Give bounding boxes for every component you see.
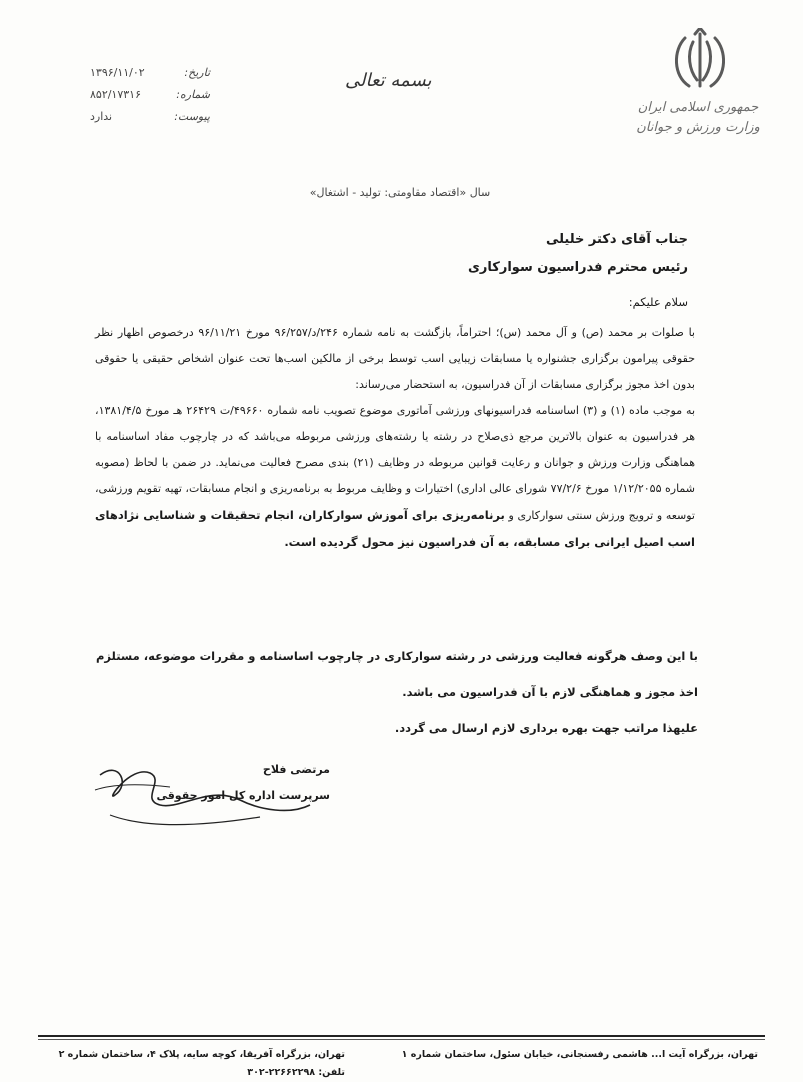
- salutation: سلام علیکم:: [628, 295, 688, 309]
- ministry-logo-text: [633, 98, 763, 138]
- paragraph-1: با صلوات بر محمد (ص) و آل محمد (س)؛ احتراماً، بازگشت به نامه شماره ۲۴۶/د/۹۶/۲۵۷ مورخ ۹۶/۱۱/۲۱ درخصوص اظهار نظر حقوقی پیرامون برگزاری جشنواره یا مسابقات زیبایی اسب توسط برخی از مالکین اسب‌ها تحت عنوان اشخاص حقیقی یا حقوقی بدون اخذ مجوز برگزاری مسابقات از آن فدراسیون، به استحضار می‌رساند:: [95, 326, 695, 391]
- attachment-value: ندارد: [90, 110, 113, 123]
- date-row: [90, 62, 210, 84]
- letter-conclusion: [88, 638, 698, 746]
- ministry-line-1: جمهوری اسلامی ایران: [637, 100, 759, 115]
- footer-phone: تلفن: ۲۲۶۶۲۲۹۸-۳۰۲: [247, 1067, 345, 1078]
- attachment-row: [90, 106, 210, 128]
- attachment-label: پیوست:: [174, 110, 210, 123]
- letter-meta: [90, 62, 210, 128]
- date-label: تاریخ:: [184, 66, 210, 79]
- signer-title: سرپرست اداره کل امور حقوقی: [156, 789, 330, 802]
- paragraph-4: علیهذا مراتب جهت بهره برداری لازم ارسال می گردد.: [394, 721, 698, 735]
- date-value: ۱۳۹۶/۱۱/۰۲: [90, 66, 145, 79]
- number-label: شماره:: [176, 88, 210, 101]
- addressee-name: جناب آقای دکتر خلیلی: [545, 232, 688, 247]
- footer-address-left-line: تهران، بزرگراه آفریقا، کوچه سایه، پلاک ۴، ساختمان شماره ۲: [58, 1049, 345, 1060]
- addressee-block: [358, 226, 688, 282]
- bismillah-heading: بسمه تعالی: [345, 70, 432, 91]
- year-slogan: سال «اقتصاد مقاومتی: تولید - اشتغال»: [309, 186, 491, 199]
- number-value: ۸۵۲/۱۷۳۱۶: [90, 88, 141, 101]
- signer-name: مرتضی فلاح: [262, 763, 330, 776]
- ministry-line-2: وزارت ورزش و جوانان: [636, 120, 760, 135]
- footer-rule: [38, 1035, 765, 1037]
- paragraph-3: با این وصف هرگونه فعالیت ورزشی در رشته سوارکاری در چارچوب اساسنامه و مقررات موضوعه، مستلزم اخذ مجوز و هماهنگی لازم با آن فدراسیون می باشد.: [95, 649, 698, 699]
- footer-address-right: تهران، بزرگراه آیت ا... هاشمی رفسنجانی، خیابان سئول، ساختمان شماره ۱: [401, 1049, 758, 1060]
- paragraph-2-bold: برنامه‌ریزی برای آموزش سوارکاران، انجام تحقیقات و شناسایی نژادهای اسب اصیل ایرانی برای مسابقه، به آن فدراسیون نیز محول گردیده است.: [95, 508, 695, 549]
- paragraph-2: [95, 398, 695, 556]
- signature-block: [90, 755, 330, 835]
- paragraph-2-text: به موجب ماده (۱) و (۳) اساسنامه فدراسیونهای ورزشی آماتوری موضوع تصویب نامه شماره ۴۹۶۶۰/ت ۲۶۴۲۹ هـ مورخ ۱۳۸۱/۴/۵، هر فدراسیون به عنوان بالاترین مرجع ذی‌صلاح در رشته یا رشته‌های ورزشی مربوطه می‌باشد که در چارچوب مفاد اساسنامه با هماهنگی وزارت ورزش و جوانان و رعایت قوانین مربوطه در وظایف (۲۱) بندی مصرح فعالیت می‌نماید. در ضمن با لحاظ (مصوبه شماره ۱/۱۲/۲۰۵۵ مورخ ۷۷/۲/۶ شورای عالی اداری) اختیارات و وظایف مربوط به برنامه‌ریزی و انجام مسابقات، تهیه تقویم ورزشی، توسعه و ترویج ورزش سنتی سوارکاری و: [95, 404, 696, 522]
- iran-emblem-icon: [655, 28, 745, 98]
- footer-rule-thin: [38, 1039, 765, 1040]
- number-row: [90, 84, 210, 106]
- footer-address-left: [45, 1046, 345, 1082]
- letter-body: [95, 320, 695, 556]
- addressee-title: رئیس محترم فدراسیون سوارکاری: [468, 260, 688, 275]
